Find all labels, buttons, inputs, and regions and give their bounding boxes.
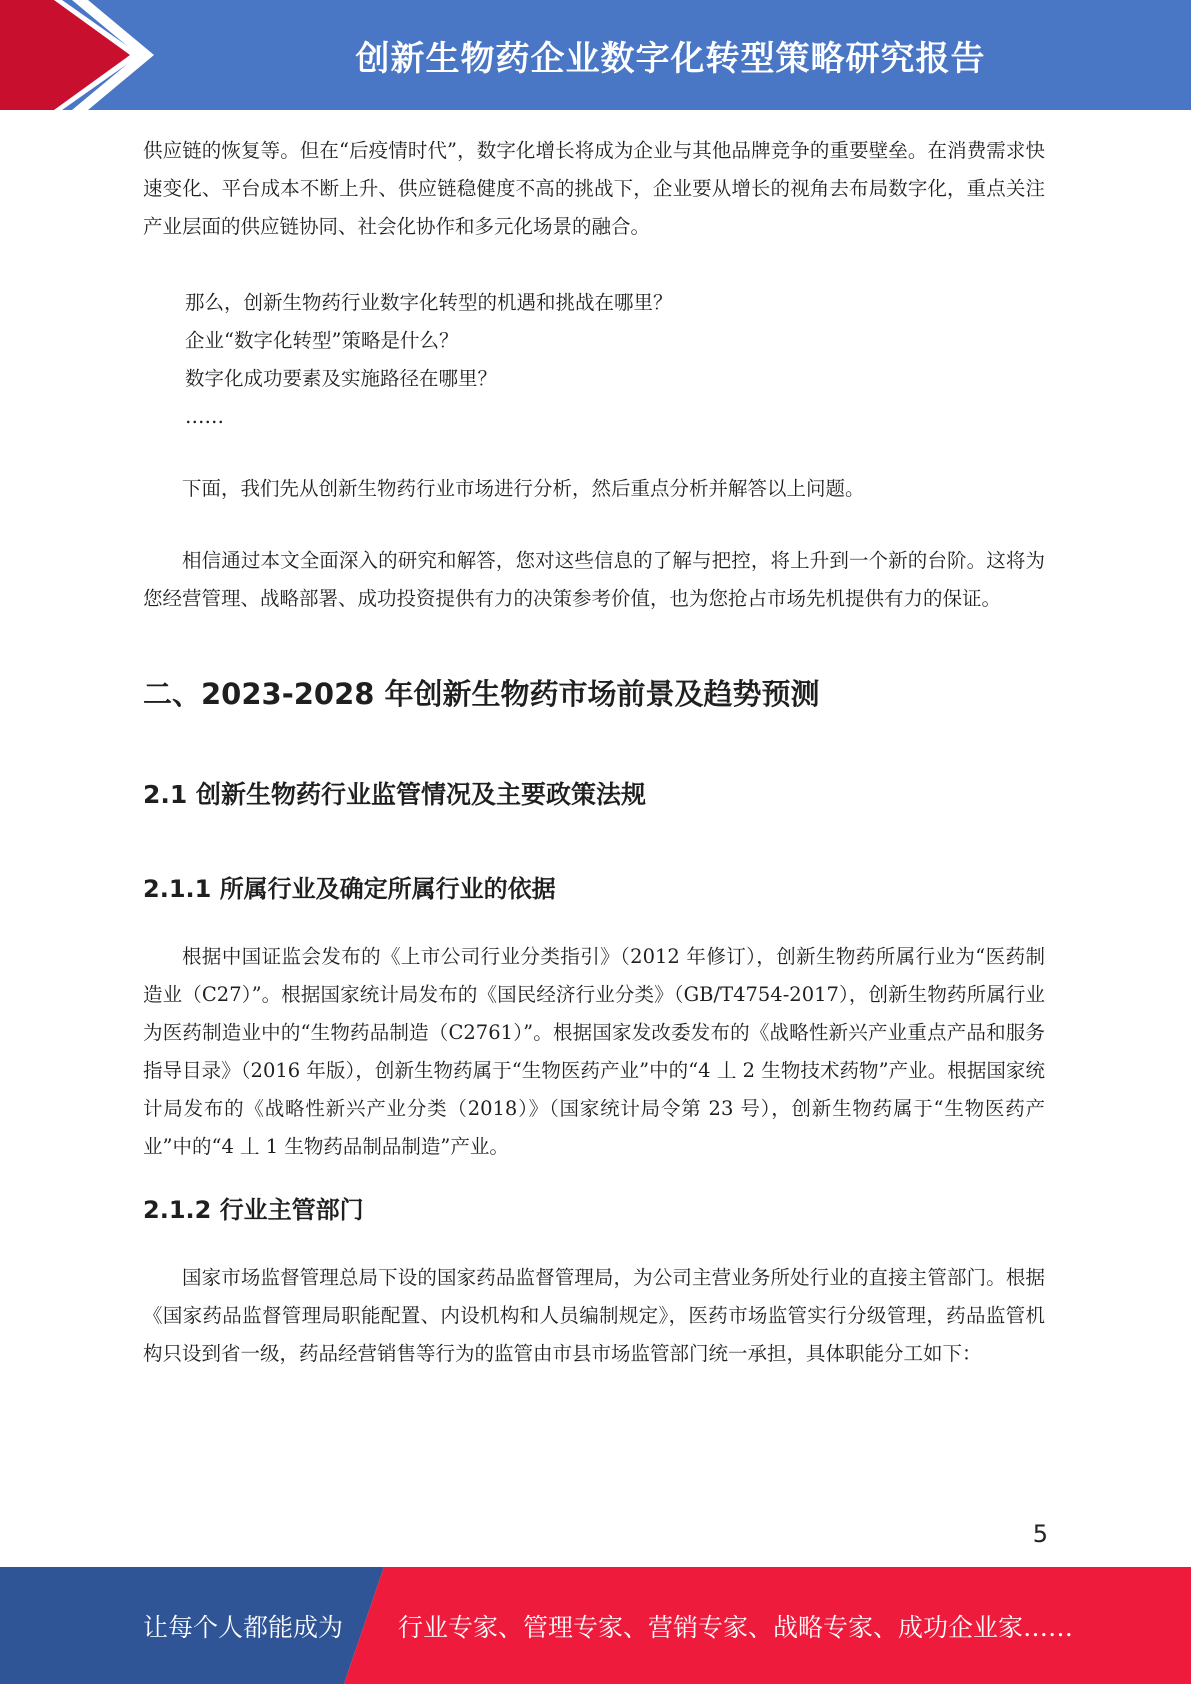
footer-slogan-left: 让每个人都能成为 xyxy=(143,1612,344,1642)
sub-1-paragraph: 根据中国证监会发布的《上市公司行业分类指引》（2012 年修订），创新生物药所属行业为“医药制造业（C27）”。根据国家统计局发布的《国民经济行业分类》（GB/T4754-2017），创新生物药所属行业为医药制造业中的“生物药品制造（C2761）”。根据国家发改委发布的《战略性新兴产业重点产品和服务指导目录》（2016 年版），创新生物药属于“生物医药产业”中的“4 丄 2 生物技术药物”产业。根据国家统计局发布的《战略性新兴产业分类（2018）》（国家统计局令第 23 号），创新生物药属于“生物医药产业”中的“4 丄 1 生物药品制品制造”产业。 xyxy=(143,945,1045,1158)
question-list xyxy=(143,284,1045,436)
footer-slogan-right: 行业专家、管理专家、营销专家、战略专家、成功企业家…… xyxy=(398,1612,1074,1642)
header-title: 创新生物药企业数字化转型策略研究报告 xyxy=(355,38,986,79)
section-heading: 二、2023-2028 年创新生物药市场前景及趋势预测 xyxy=(143,677,820,711)
question-item: 那么，创新生物药行业数字化转型的机遇和挑战在哪里？ xyxy=(185,291,673,314)
belief-paragraph: 相信通过本文全面深入的研究和解答，您对这些信息的了解与把控，将上升到一个新的台阶。这将为您经营管理、战略部署、成功投资提供有力的决策参考价值，也为您抢占市场先机提供有力的保证。 xyxy=(143,549,1045,610)
sub-1-heading: 2.1.1 所属行业及确定所属行业的依据 xyxy=(143,875,556,903)
sub-2-heading: 2.1.2 行业主管部门 xyxy=(143,1196,364,1224)
ellipsis-item: …… xyxy=(185,405,224,428)
header-banner xyxy=(0,0,1191,110)
document-body xyxy=(143,132,1045,1373)
next-paragraph: 下面，我们先从创新生物药行业市场进行分析，然后重点分析并解答以上问题。 xyxy=(182,477,865,500)
intro-paragraph: 供应链的恢复等。但在“后疫情时代”，数字化增长将成为企业与其他品牌竞争的重要壁垒。在消费需求快速变化、平台成本不断上升、供应链稳健度不高的挑战下，企业要从增长的视角去布局数字化，重点关注产业层面的供应链协同、社会化协作和多元化场景的融合。 xyxy=(143,139,1045,238)
subsection-heading: 2.1 创新生物药行业监管情况及主要政策法规 xyxy=(143,780,646,809)
sub-2-paragraph: 国家市场监督管理总局下设的国家药品监督管理局，为公司主营业务所处行业的直接主管部门。根据《国家药品监督管理局职能配置、内设机构和人员编制规定》，医药市场监管实行分级管理，药品监管机构只设到省一级，药品经营销售等行为的监管由市县市场监管部门统一承担，具体职能分工如下： xyxy=(143,1266,1045,1365)
question-item: 数字化成功要素及实施路径在哪里？ xyxy=(185,367,498,390)
question-item: 企业“数字化转型”策略是什么？ xyxy=(185,329,459,352)
page-number: 5 xyxy=(1032,1520,1048,1548)
footer-banner xyxy=(0,1567,1191,1684)
